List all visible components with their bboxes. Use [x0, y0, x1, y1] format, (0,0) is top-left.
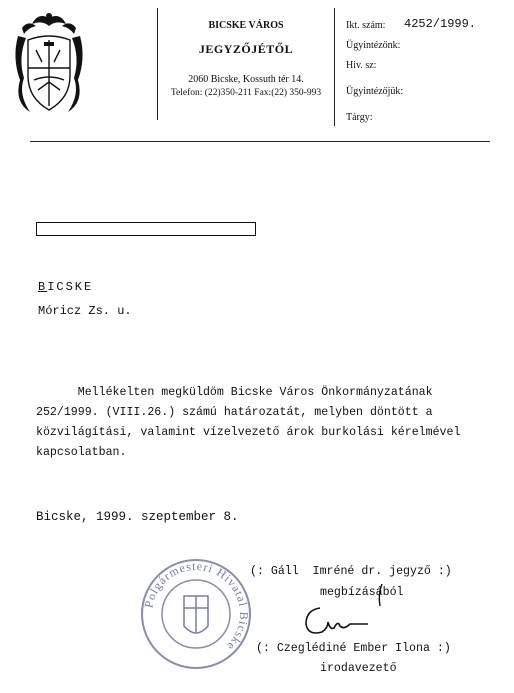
officer-name: (: Czeglédiné Ember Ilona :)	[256, 642, 451, 655]
letter-date: Bicske, 1999. szeptember 8.	[36, 510, 239, 524]
ikt-label: Ikt. szám:	[346, 20, 386, 31]
header-rule	[30, 141, 490, 142]
header-divider-right	[334, 8, 335, 126]
pen-mark	[374, 582, 386, 608]
ikt-value: 4252/1999.	[404, 17, 477, 31]
handwritten-signature	[298, 600, 370, 644]
targy-label: Tárgy:	[346, 112, 373, 123]
ugyintezojuk-label: Ügyintézőjük:	[346, 86, 404, 97]
recipient-city	[38, 280, 93, 294]
letterhead-city: BICSKE VÁROS	[208, 20, 284, 31]
officer-title: irodavezető	[320, 662, 397, 675]
body-line: Mellékelten megküldöm Bicske Város Önkormányzatának	[36, 386, 433, 399]
city-coat-of-arms	[8, 6, 90, 118]
letterhead-phone: Telefon: (22)350-211 Fax:(22) 350-993	[170, 88, 322, 98]
hiv-label: Hiv. sz:	[346, 60, 377, 71]
signatory-authorization: megbízásából	[320, 586, 404, 599]
recipient-city-initial: B	[38, 280, 48, 294]
recipient-street: Móricz Zs. u.	[38, 304, 132, 318]
body-line: kapcsolatban.	[36, 446, 127, 459]
letterhead-address: 2060 Bicske, Kossuth tér 14.	[188, 74, 304, 85]
recipient-city-rest: ICSKE	[47, 280, 94, 294]
body-line: 252/1999. (VIII.26.) számú határozatát, melyben döntött a	[36, 406, 433, 419]
letterhead-office: JEGYZŐJÉTŐL	[198, 42, 294, 56]
official-stamp	[138, 556, 254, 672]
signatory-name: (: Gáll Imréné dr. jegyző :)	[250, 565, 452, 578]
redacted-addressee-box	[36, 222, 256, 236]
header-divider-left	[157, 8, 158, 120]
ugyintezonk-label: Ügyintézőnk:	[346, 40, 401, 51]
stamp-text: Polgármesteri Hivatal Bicske	[141, 558, 252, 654]
body-line: közvilágítási, valamint vízelvezető árok burkolási kérelmével	[36, 426, 461, 439]
body-paragraph	[36, 383, 460, 463]
